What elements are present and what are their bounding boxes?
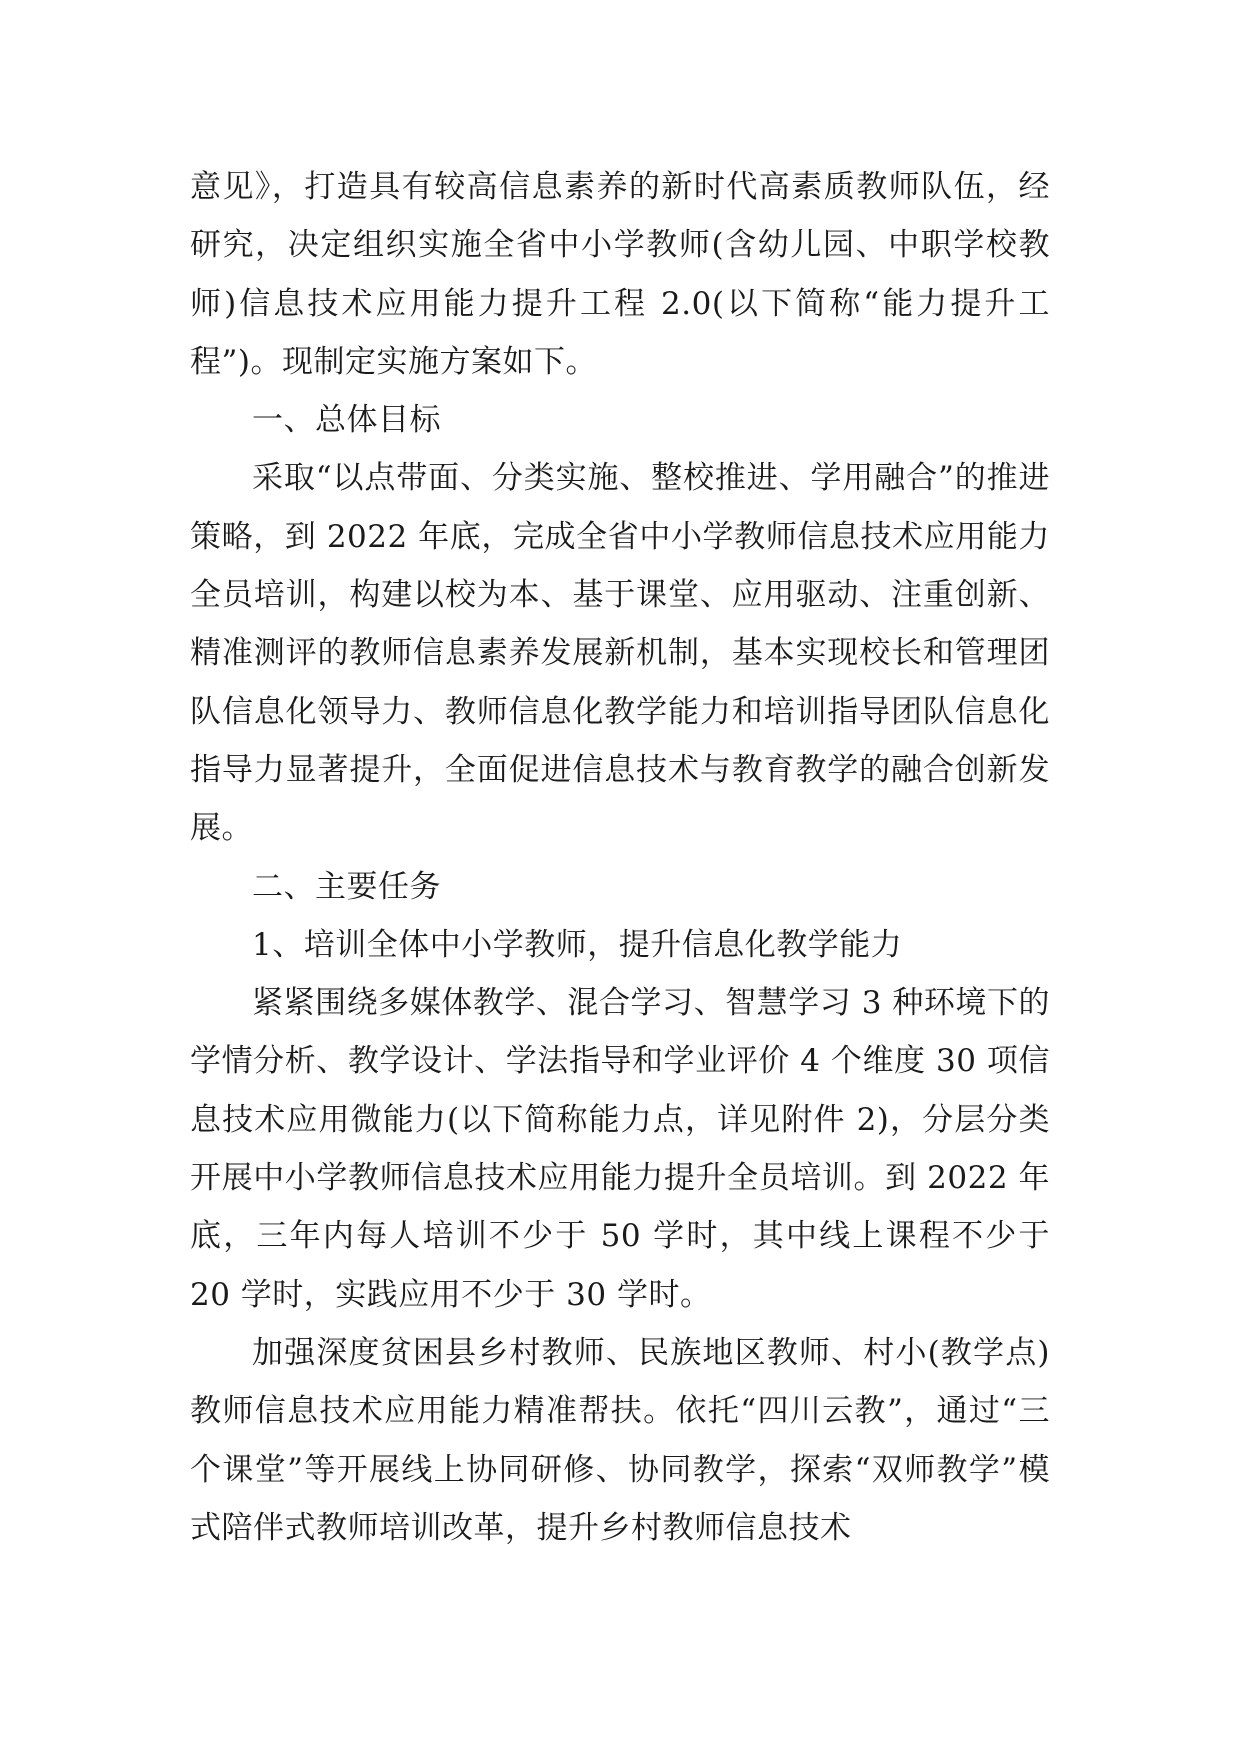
paragraph-overall-goal: 采取“以点带面、分类实施、整校推进、学用融合”的推进策略，到 2022 年底，完成全省中小学教师信息技术应用能力全员培训，构建以校为本、基于课堂、应用驱动、注重创新、精准测评的教师信息素养发展新机制，基本实现校长和管理团队信息化领导力、教师信息化教学能力和培训指导团队信息化指导力显著提升，全面促进信息技术与教育教学的融合创新发展。: [190, 460, 1050, 847]
paragraph-intro-continuation: 意见》，打造具有较高信息素养的新时代高素质教师队伍，经研究，决定组织实施全省中小学教师(含幼儿园、中职学校教师)信息技术应用能力提升工程 2.0(以下简称“能力提升工程”)。现制定实施方案如下。: [190, 169, 1050, 380]
subsection-heading-training: 1、培训全体中小学教师，提升信息化教学能力: [252, 926, 903, 963]
paragraph-rural-support: 加强深度贫困县乡村教师、民族地区教师、村小(教学点)教师信息技术应用能力精准帮扶。依托“四川云教”，通过“三个课堂”等开展线上协同研修、协同教学，探索“双师教学”模式陪伴式教师培训改革，提升乡村教师信息技术: [190, 1334, 1050, 1546]
section-heading-overall-goal: 一、总体目标: [252, 402, 441, 439]
section-heading-main-tasks: 二、主要任务: [252, 868, 441, 905]
document-body: [190, 158, 1050, 1557]
paragraph-training-details: 紧紧围绕多媒体教学、混合学习、智慧学习 3 种环境下的学情分析、教学设计、学法指导和学业评价 4 个维度 30 项信息技术应用微能力(以下简称能力点，详见附件 2)，分层分类开展中小学教师信息技术应用能力提升全员培训。到 2022 年底，三年内每人培训不少于 50 学时，其中线上课程不少于 20 学时，实践应用不少于 30 学时。: [190, 985, 1050, 1313]
